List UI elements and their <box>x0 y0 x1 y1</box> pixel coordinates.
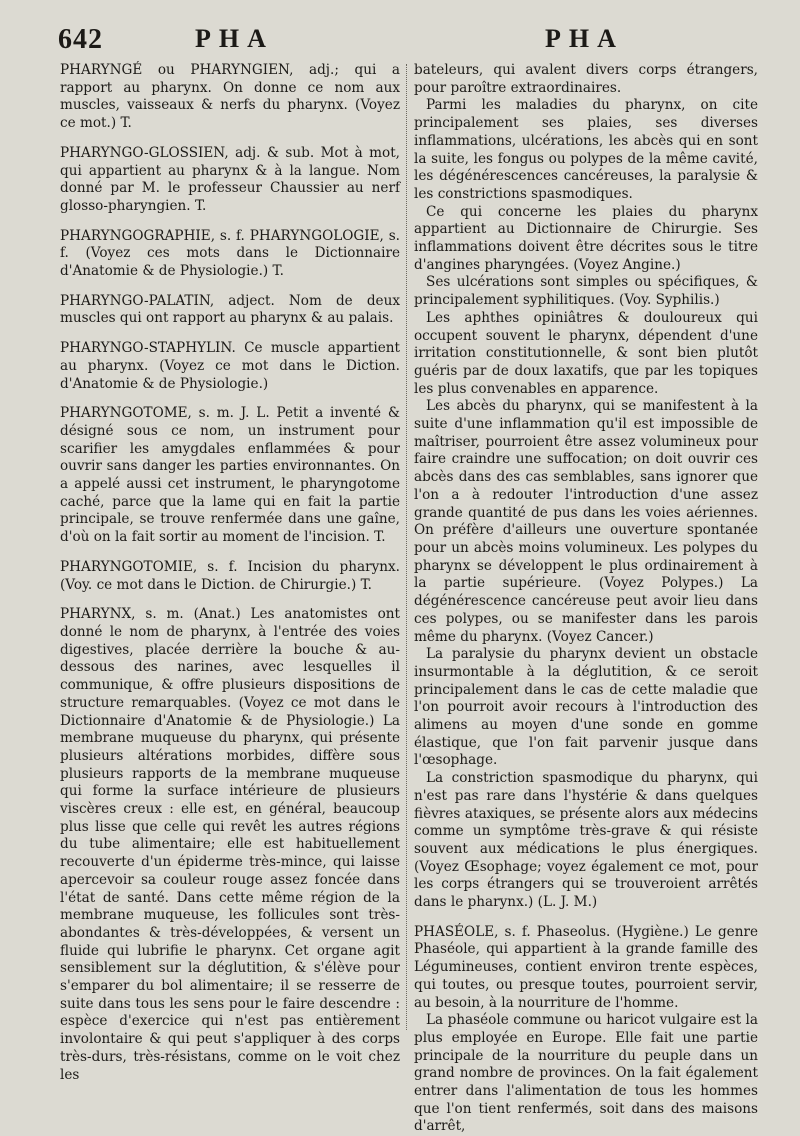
entry-pharyngo-staphylin: PHARYNGO-STAPHYLIN. Ce muscle appartient au pharynx. (Voyez ce mot dans le Diction. d'Anatomie & de Physiologie.) <box>60 340 400 392</box>
paragraph: La constriction spasmodique du pharynx, qui n'est pas rare dans l'hystérie & dans quelques fièvres ataxiques, se présente alors aux médecins comme un symptôme très-grave & qui résiste souvent aux médications le plus énergiques. (Voyez Œsophage; voyez également ce mot, pour les corps étrangers qui se trouveroient arrêtés dans le pharynx.) (L. J. M.) <box>414 770 758 911</box>
entry-phaseole: PHASÉOLE, s. f. Phaseolus. (Hygiène.) Le genre Phaséole, qui appartient à la grande famille des Légumineuses, contient environ trente espèces, qui toutes, ou presque toutes, pourroient servir, au besoin, à la nourriture de l'homme. <box>414 923 758 1011</box>
right-column <box>414 62 758 1136</box>
running-header <box>0 24 800 58</box>
entry-pharyngotomie: PHARYNGOTOMIE, s. f. Incision du pharynx. (Voy. ce mot dans le Diction. de Chirurgie.) T. <box>60 558 400 593</box>
paragraph: La phaséole commune ou haricot vulgaire est la plus employée en Europe. Elle fait une partie principale de la nourriture du peuple dans un grand nombre de provinces. On la fait également entrer dans l'alimentation de tous les hommes que l'on tient renfermés, soit dans des maisons d'arrêt, <box>414 1012 758 1135</box>
paragraph: Ses ulcérations sont simples ou spécifiques, & principalement syphilitiques. (Voy. Syphilis.) <box>414 274 758 309</box>
paragraph: Les aphthes opiniâtres & douloureux qui occupent souvent le pharynx, dépendent d'une irritation constitutionnelle, & sont bien plutôt guéris par de doux laxatifs, que par les topiques les plus convenables en apparence. <box>414 309 758 397</box>
paragraph: Parmi les maladies du pharynx, on cite principalement ses plaies, ses diverses inflammations, ulcérations, les abcès qui en sont la suite, les fongus ou polypes de la même cavité, les dégénérescences cancéreuses, la paralysie & les constrictions spasmodiques. <box>414 97 758 202</box>
entry-pharyngographie: PHARYNGOGRAPHIE, s. f. PHARYNGOLOGIE, s. f. (Voyez ces mots dans le Dictionnaire d'Anatomie & de Physiologie.) T. <box>60 227 400 280</box>
entry-pharynx: PHARYNX, s. m. (Anat.) Les anatomistes ont donné le nom de pharynx, à l'entrée des voies digestives, placée derrière la bouche & au-dessous des narines, avec lesquelles il communique, & offre plusieurs dispositions de structure remarquables. (Voyez ce mot dans le Dictionnaire d'Anatomie & de Physiologie.) La membrane muqueuse du pharynx, qui présente plusieurs altérations morbides, diffère sous plusieurs rapports de la membrane muqueuse qui forme la surface intérieure de plusieurs viscères creux : elle est, en général, beaucoup plus lisse que celle qui revêt les autres régions du tube alimentaire; elle est habituellement recouverte d'un épiderme très-mince, qui laisse apercevoir sa couleur rouge assez foncée dans l'état de santé. Dans cette même région de la membrane muqueuse, les follicules sont très-abondantes & très-développées, & versent un fluide qui lubrifie le pharynx. Cet organe agit sensiblement sur la déglutition, & s'élève pour s'emparer du bol alimentaire; il se resserre de suite dans tous les sens pour le faire descendre : espèce d'exercice qui n'est pas entièrement involontaire & qui peut s'appliquer à des corps très-durs, très-résistans, comme on le voit chez les <box>60 606 400 1083</box>
paragraph-continuation: bateleurs, qui avalent divers corps étrangers, pour paroître extraordinaires. <box>414 62 758 96</box>
left-column <box>60 62 400 1084</box>
paragraph: Les abcès du pharynx, qui se manifestent à la suite d'une inflammation qu'il est impossible de maîtriser, pourroient être assez volumineux pour faire craindre une suffocation; on doit ouvrir ces abcès dans des cas semblables, sans ignorer que l'on a à redouter l'introduction d'une assez grande quantité de pus dans les voies aériennes. On préfère d'ailleurs une ouverture spontanée pour un abcès moins volumineux. Les polypes du pharynx se développent le plus ordinairement à la partie supérieure. (Voyez Polypes.) La dégénérescence cancéreuse peut avoir lieu dans ces polypes, ou se manifester dans les parois même du pharynx. (Voyez Cancer.) <box>414 398 758 645</box>
page-number: 642 <box>58 24 103 55</box>
paragraph: Ce qui concerne les plaies du pharynx appartient au Dictionnaire de Chirurgie. Ses inflammations doivent être décrites sous le titre d'angines pharyngées. (Voyez Angine.) <box>414 203 758 273</box>
entry-pharyngotome: PHARYNGOTOME, s. m. J. L. Petit a inventé & désigné sous ce nom, un instrument pour scarifier les amygdales enflammées & pour ouvrir sans danger les parties environnantes. On a appelé aussi cet instrument, le pharyngotome caché, parce que la lame qui en fait la partie principale, se trouve renfermée dans une gaîne, d'où on la fait sortir au moment de l'incision. T. <box>60 405 400 546</box>
column-divider <box>406 64 407 1030</box>
running-head-left: PHA <box>195 24 274 53</box>
entry-pharyngo-palatin: PHARYNGO-PALATIN, adject. Nom de deux muscles qui ont rapport au pharynx & au palais. <box>60 292 400 327</box>
entry-pharynge: PHARYNGÉ ou PHARYNGIEN, adj.; qui a rapport au pharynx. On donne ce nom aux muscles, vaisseaux & nerfs du pharynx. (Voyez ce mot.) T. <box>60 62 400 132</box>
entry-pharyngo-glossien: PHARYNGO-GLOSSIEN, adj. & sub. Mot à mot, qui appartient au pharynx & à la langue. Nom donné par M. le professeur Chaussier au nerf glosso-pharyngien. T. <box>60 144 400 214</box>
paragraph: La paralysie du pharynx devient un obstacle insurmontable à la déglutition, & ce seroit principalement dans le cas de cette maladie que l'on pourroit avoir recours à l'introduction des alimens au moyen d'une sonde en gomme élastique, que l'on fait parvenir jusque dans l'œsophage. <box>414 646 758 769</box>
running-head-right: PHA <box>545 24 624 53</box>
